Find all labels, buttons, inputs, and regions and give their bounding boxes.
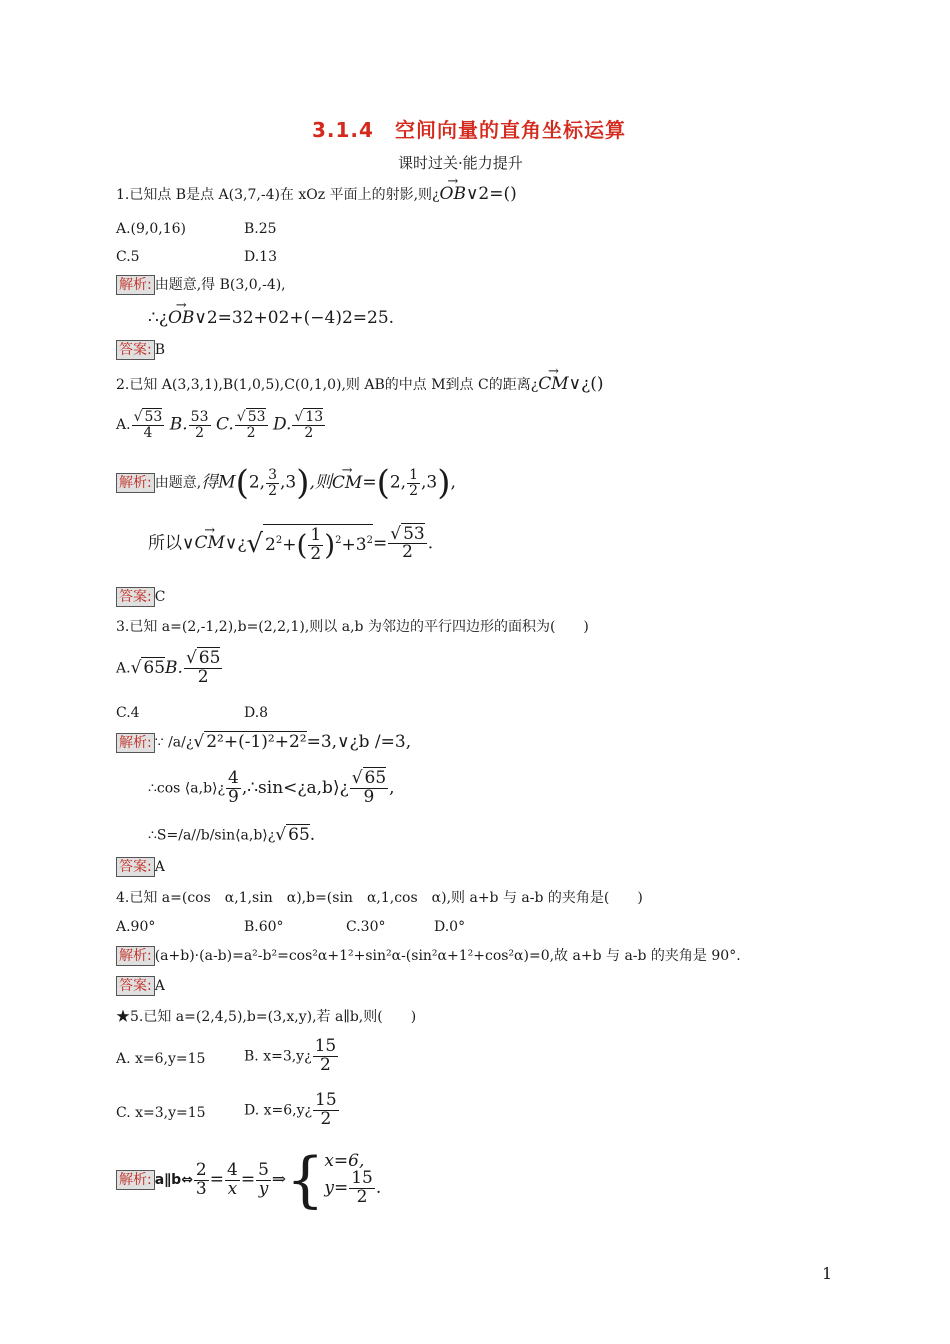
q5-d-num: 15: [315, 1090, 337, 1110]
q5-f3n: 5: [258, 1159, 269, 1180]
answer-label: 答案:: [116, 587, 155, 607]
q2-m-num: 3: [268, 466, 278, 483]
solution-label: 解析:: [116, 275, 155, 295]
q5-solution: [116, 1145, 382, 1215]
q4-stem: 4.已知 a=(cos α,1,sin α),b=(sin α,1,cos α),则 a+b 与 a-b 的夹角是( ): [116, 890, 643, 906]
q2-option-c-frac: $\frac{√ 53}{2}$: [236, 409, 266, 441]
q2-option-a-frac: $\frac{√ 53}{4}$: [133, 409, 163, 441]
q5-eq1: =: [209, 1169, 224, 1190]
q3-option-a: A.: [116, 660, 131, 677]
q2-option-d: D.: [272, 414, 292, 435]
q3-sol2-mid: ,∴sin<¿a,b⟩¿: [241, 777, 349, 798]
q5-b-frac: [313, 1038, 339, 1075]
q5-arrow: ⇒: [271, 1169, 287, 1190]
q2-res-eq: =: [372, 533, 388, 554]
q3-sol3-end: .: [309, 825, 316, 845]
q5-c2n: 15: [351, 1168, 373, 1189]
q1-sol2-vector: → OB: [168, 310, 194, 327]
q4-option-d: D.0°: [434, 919, 466, 935]
q1-stem-text: 1.已知点 B是点 A(3,7,-4)在 xOz 平面上的射影,则¿: [116, 187, 440, 203]
q2-d-den: 2: [304, 424, 314, 441]
q1-sol2-tail: ∨2=32+02+(−4)2=25.: [194, 308, 395, 328]
q2-sq-sup2: 2: [335, 535, 342, 547]
q3-options-ab: A.√ 65B. $\frac{√ 65}{2}$: [116, 648, 221, 687]
q2-stem: [116, 376, 603, 393]
q2-stem-tail: ∨¿(): [568, 374, 604, 394]
q2-b-num: 53: [190, 409, 209, 425]
q2-sq-a: 2: [265, 534, 276, 555]
q2-vector-CM: → CM: [538, 376, 568, 393]
q5-f1d: 3: [195, 1178, 207, 1199]
q5-brace: {: [286, 1145, 325, 1215]
q4-option-b: B.60°: [244, 919, 284, 935]
q5-case1: x=6,: [324, 1151, 365, 1172]
q2-m-den: 2: [268, 482, 278, 499]
q3-option-d: D.8: [244, 705, 269, 721]
q3-sol2-frac2: $\frac{√ 65}{9}$: [351, 768, 387, 807]
q3-sol2-den2: 9: [363, 786, 375, 807]
q1-option-d: D.13: [244, 249, 277, 265]
q3-option-b: B.: [165, 657, 183, 678]
q2-sol-head: 由题意,: [154, 475, 202, 491]
q2-option-b-frac: [189, 410, 211, 440]
q3-option-c: C.4: [116, 705, 140, 721]
q2-res-rad: 53: [403, 523, 425, 544]
q2-option-d-frac: $\frac{√ 13}{2}$: [294, 409, 324, 441]
q3-sol2-num: 4: [228, 768, 239, 788]
q2-option-a: A.: [116, 417, 131, 434]
q2-m3: ,3: [280, 472, 297, 493]
q5-option-c: C. x=3,y=15: [116, 1105, 206, 1121]
q2-b-den: 2: [195, 424, 205, 441]
q2-d-rad: 13: [305, 409, 324, 425]
q1-answer-value: B: [154, 342, 166, 358]
q3-sol2-den: 9: [228, 786, 239, 807]
q2-answer-value: C: [154, 589, 166, 605]
q2-paren2-open: (: [376, 463, 390, 503]
q5-option-d: [244, 1092, 340, 1129]
q2-c-num: 1: [409, 466, 419, 483]
q2-option-c: C.: [215, 414, 234, 435]
page-title: 3.1.4 空间向量的直角坐标运算: [312, 118, 626, 142]
q2-sq-sup3: 2: [366, 535, 373, 547]
q3-sol2-end: ,: [389, 777, 395, 798]
q5-b-num: 15: [314, 1036, 337, 1056]
q2-m-frac: [266, 468, 279, 498]
q2-sqrt-body: $2^2+$( $\frac{1}{2}$ )$^2+3^2$: [265, 525, 373, 564]
q5-c2d: 2: [356, 1187, 368, 1207]
q2-sol-m: 得M: [201, 472, 236, 493]
q1-stem: [116, 186, 517, 203]
q4-answer: [116, 979, 165, 993]
q2-c3: ,3: [421, 472, 438, 493]
q3-sol2-frac: [226, 770, 241, 807]
q3-a-rad: 65: [143, 657, 166, 678]
q5-option-a: A. x=6,y=15: [116, 1051, 206, 1067]
q2-res-end: .: [427, 533, 434, 554]
q5-f3d: y: [258, 1178, 269, 1199]
q3-b-frac: $\frac{√ 65}{2}$: [185, 648, 221, 687]
q2-options: [116, 410, 326, 440]
q5-f2n: 4: [227, 1159, 238, 1180]
q2-sol2-head: 所以∨: [148, 533, 195, 554]
q2-sol-end: ,: [450, 472, 456, 493]
q2-result-frac: $\frac{√ 53}{2}$: [390, 523, 425, 563]
q1-stem-tail: ∨2=(): [465, 184, 517, 204]
q4-option-a: A.90°: [116, 919, 156, 935]
q5-d-frac: [313, 1092, 339, 1129]
q2-paren2-close: ): [437, 463, 451, 503]
q5-eq2: =: [240, 1169, 256, 1190]
solution-label: 解析:: [116, 733, 155, 753]
q5-case2-end: .: [375, 1178, 382, 1198]
solution-label: 解析:: [116, 1170, 155, 1190]
q5-option-d-text: D. x=6,y¿: [244, 1102, 313, 1119]
q5-sol-head: a∥b⇔: [154, 1172, 193, 1188]
q2-solution: [116, 463, 456, 503]
q4-solution: [116, 949, 741, 963]
q2-sol2-vector: → CM: [194, 535, 224, 552]
q1-solution: [116, 278, 286, 292]
q1-option-b: B.25: [244, 221, 277, 237]
page-number: 1: [822, 1264, 833, 1283]
solution-label: 解析:: [116, 946, 155, 966]
q2-c1: 2,: [389, 472, 407, 493]
solution-label: 解析:: [116, 473, 155, 493]
q3-b-rad: 65: [198, 648, 221, 668]
q3-solution-line1: 解析: ∵ /a/¿√ 2²+(-1)²+2²=3,∨¿b /=3,: [116, 734, 411, 751]
q1-solution-text: 由题意,得 B(3,0,-4),: [154, 277, 286, 293]
q3-sol3-rad: 65: [288, 825, 310, 845]
q2-sol-vector: → CM: [332, 475, 362, 492]
q1-vector-OB: → OB: [440, 186, 466, 203]
answer-label: 答案:: [116, 857, 155, 877]
q2-sq-tail: +3: [341, 534, 367, 555]
answer-label: 答案:: [116, 340, 155, 360]
q1-option-c: C.5: [116, 249, 140, 265]
q1-solution-line2: [148, 310, 394, 327]
q3-answer: [116, 860, 165, 874]
q2-sq-den: 2: [310, 543, 322, 564]
q2-sq-plus: +: [282, 534, 297, 555]
q3-solution-line3: ∴S=/a//b/sin⟨a,b⟩¿√ 65.: [148, 825, 316, 845]
q2-paren-open: (: [235, 463, 249, 503]
q2-sol2-mid: ∨¿: [224, 533, 247, 554]
q2-stem-text: 2.已知 A(3,3,1),B(1,0,5),C(0,1,0),则 AB的中点 M到点 C的距离¿: [116, 377, 539, 393]
q2-c-den: 2: [409, 482, 419, 499]
q2-paren-close: ): [296, 463, 310, 503]
q3-b-den: 2: [197, 666, 209, 687]
q4-option-c: C.30°: [346, 919, 386, 935]
q5-cases: [324, 1153, 381, 1207]
q3-sol3: ∴S=/a//b/sin⟨a,b⟩¿: [148, 827, 276, 844]
q5-b-den: 2: [320, 1054, 331, 1075]
q5-option-b-text: B. x=3,y¿: [244, 1048, 312, 1065]
q5-stem: ★5.已知 a=(2,4,5),b=(3,x,y),若 a∥b,则( ): [116, 1009, 417, 1025]
q3-answer-value: A: [154, 859, 165, 875]
q2-option-b: B.: [169, 414, 188, 435]
q2-sq-num: 1: [310, 525, 322, 545]
q3-sol2-rad: 65: [364, 768, 387, 788]
q3-sol1-head: ∵ /a/¿: [154, 734, 194, 751]
q5-f2d: x: [227, 1178, 238, 1199]
q1-answer: [116, 343, 165, 357]
q2-c-rad: 53: [247, 409, 266, 425]
q2-c-den: 2: [246, 424, 256, 441]
q5-f1n: 2: [195, 1159, 207, 1180]
q3-sol2: ∴cos ⟨a,b⟩¿: [148, 780, 225, 797]
q3-sol1-tail: =3,∨¿b /=3,: [306, 732, 412, 752]
q2-c-frac: [407, 468, 420, 498]
q1-option-a: A.(9,0,16): [116, 221, 187, 237]
q1-sol2-head: ∴¿: [148, 308, 168, 328]
q2-sol-then: ,则: [309, 472, 332, 493]
q2-res-den: 2: [402, 542, 413, 563]
q3-solution-line2: [148, 770, 395, 807]
q2-a-rad: 53: [144, 409, 163, 425]
q2-solution-line2: 所以∨→ CM∨¿√ $2^2+$( $\frac{1}{2}$ )$^2+3^2=$ $\frac{√ 53}{2}$ .: [148, 524, 433, 564]
q2-answer: [116, 590, 165, 604]
q2-sq-sup: 2: [275, 535, 283, 547]
q5-option-b: [244, 1038, 339, 1075]
q2-m1: 2,: [248, 472, 266, 493]
q3-sol1-rad: 2²+(-1)²+2²: [206, 732, 307, 752]
q5-d-den: 2: [320, 1108, 332, 1129]
q2-a-den: 4: [143, 424, 153, 441]
q4-answer-value: A: [154, 978, 165, 994]
q4-solution-text: (a+b)·(a-b)=a²-b²=cos²α+1²+sin²α-(sin²α+1²+cos²α)=0,故 a+b 与 a-b 的夹角是 90°.: [154, 948, 741, 964]
answer-label: 答案:: [116, 976, 155, 996]
q5-case2: y=: [324, 1178, 349, 1198]
q2-cm-eq: =: [362, 472, 377, 493]
page-subtitle: 课时过关·能力提升: [398, 154, 523, 172]
q3-stem: 3.已知 a=(2,-1,2),b=(2,2,1),则以 a,b 为邻边的平行四边形的面积为( ): [116, 619, 589, 635]
